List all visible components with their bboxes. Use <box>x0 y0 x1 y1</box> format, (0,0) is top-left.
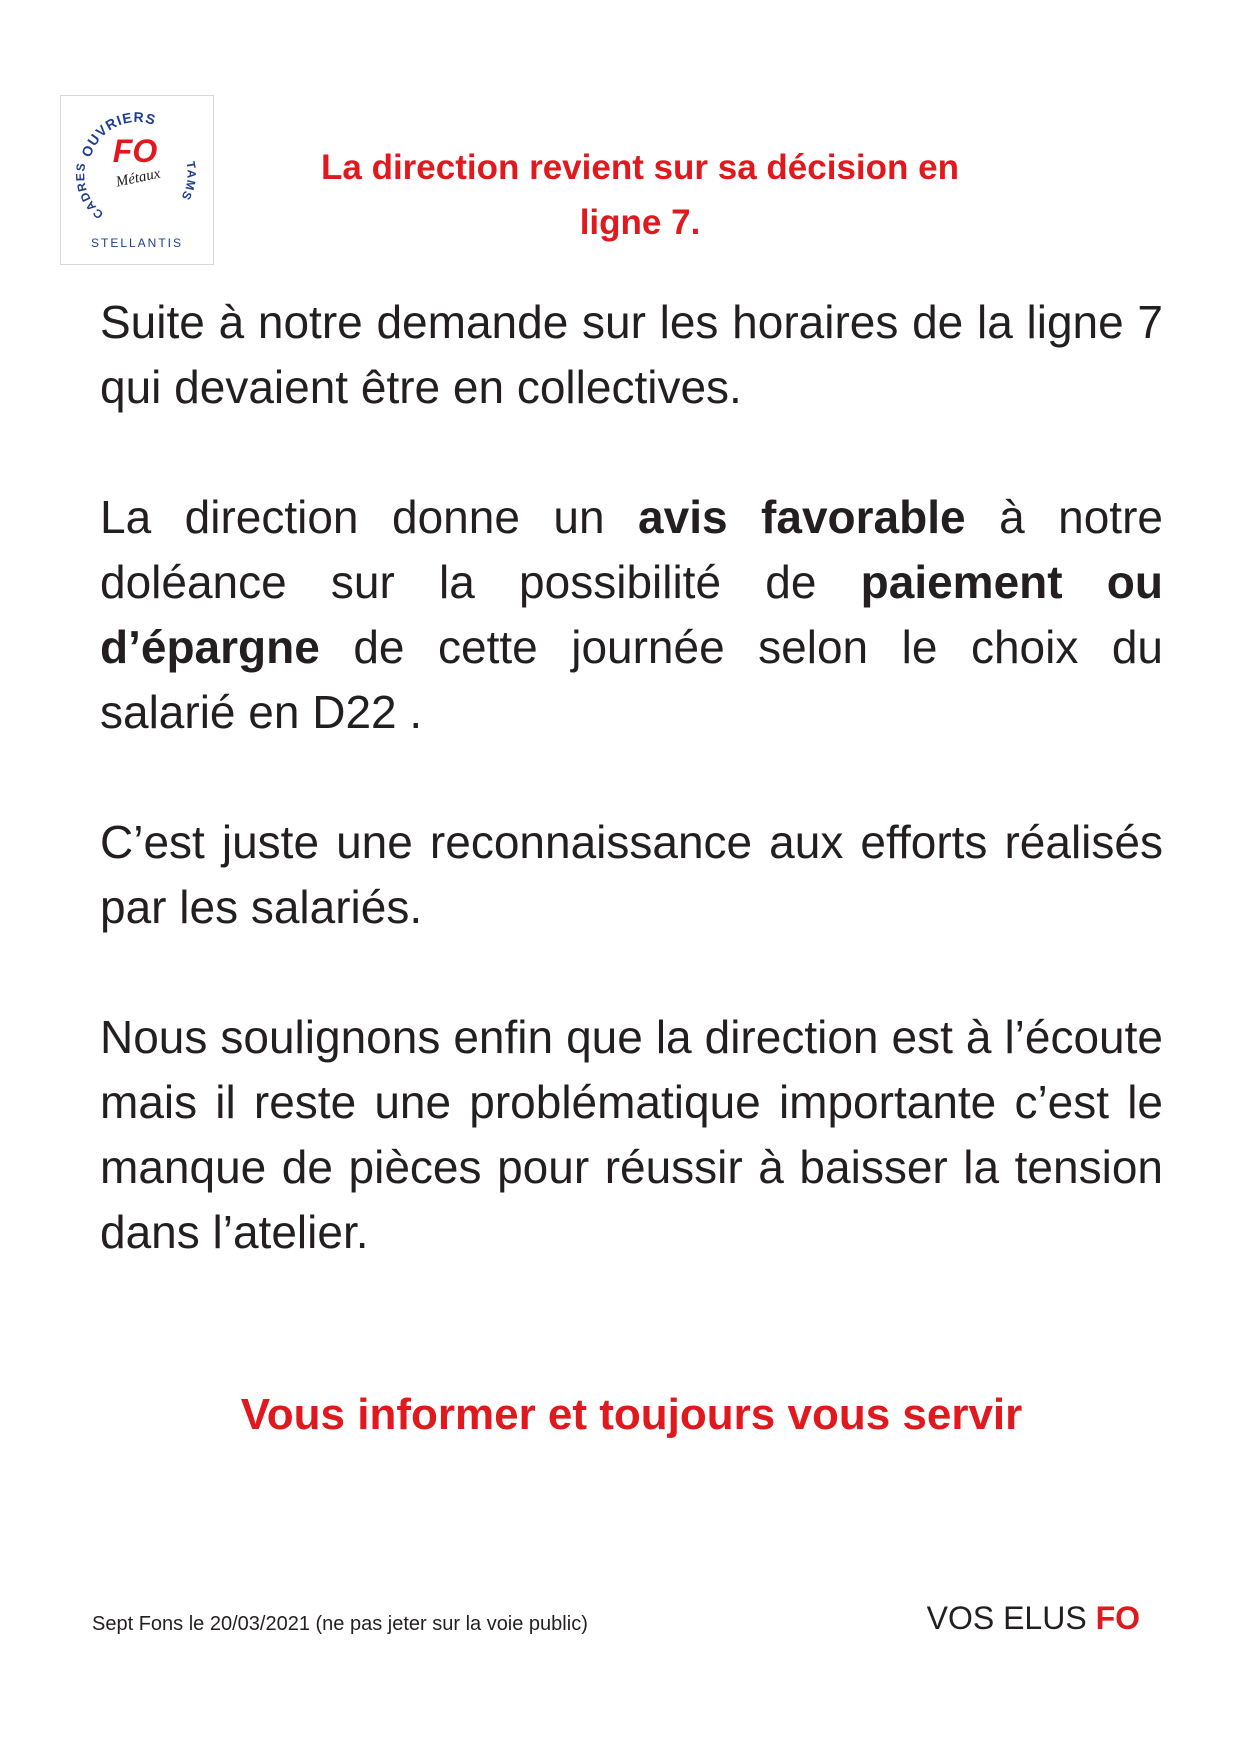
fo-stellantis-logo <box>60 95 214 265</box>
paragraph-recognition: C’est juste une reconnaissance aux efforts réalisés par les salariés. <box>100 816 1163 933</box>
paragraph-issue: Nous soulignons enfin que la direction est à l’écoute mais il reste une problématique importante c’est le manque de pièces pour réussir à baisser la tension dans l’atelier. <box>100 1011 1163 1258</box>
logo-arc-left: CADRES <box>73 161 107 222</box>
union-emblem-icon <box>61 96 213 264</box>
title-line-2: ligne 7. <box>579 203 701 242</box>
logo-metaux: Métaux <box>114 165 162 191</box>
emphasis-payment-savings: paiement ou d’épargne <box>100 556 1163 673</box>
paragraph-decision-text-e: de cette journée selon le choix du salarié en D22 . <box>100 621 1163 738</box>
footer-signature <box>927 1598 1140 1638</box>
footer-date-note: Sept Fons le 20/03/2021 (ne pas jeter sur la voie public) <box>92 1613 588 1635</box>
logo-arc-top: OUVRIERS <box>78 108 158 160</box>
logo-arc-right: TAMS <box>178 160 199 203</box>
paragraph-request: Suite à notre demande sur les horaires de la ligne 7 qui devaient être en collectives. <box>100 296 1163 413</box>
svg-text:TAMS <box>178 160 198 203</box>
paragraph-decision-text-a: La direction donne un <box>100 491 639 543</box>
footer-signature-fo: FO <box>1095 1600 1140 1636</box>
announcement-body <box>100 290 1163 1330</box>
footer-signature-prefix: VOS ELUS <box>926 1600 1096 1636</box>
title-line-1: La direction revient sur sa décision en <box>321 148 959 187</box>
page-title <box>300 140 980 250</box>
logo-fo: FO <box>112 133 158 169</box>
svg-text:CADRES <box>73 161 106 221</box>
logo-brand: STELLANTIS <box>90 236 184 250</box>
paragraph-decision <box>100 485 1163 745</box>
emphasis-favorable-opinion: avis favorable <box>638 491 966 543</box>
paragraph-decision-text-c: à notre doléance sur la possibilité de <box>100 491 1163 608</box>
slogan: Vous informer et toujours vous servir <box>240 1390 1023 1439</box>
